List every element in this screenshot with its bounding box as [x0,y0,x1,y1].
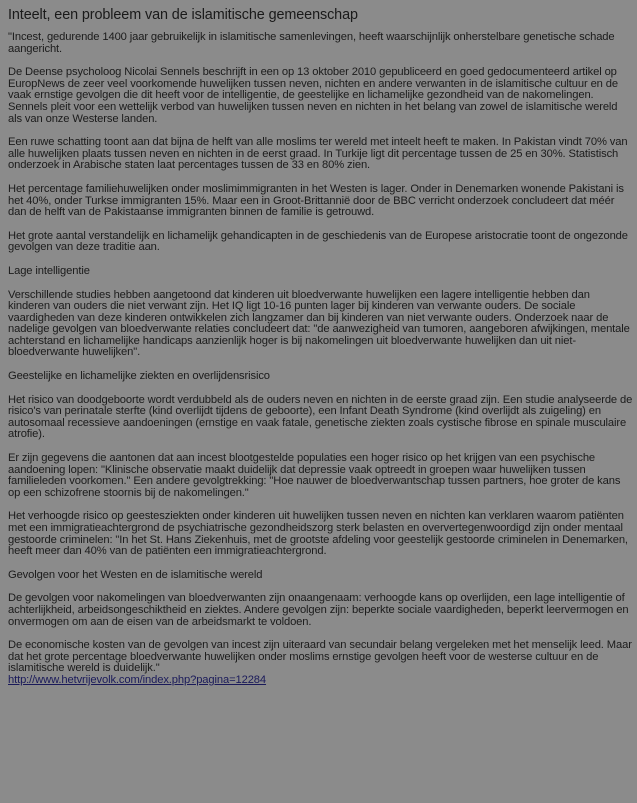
paragraph-stillbirth: Het risico van doodgeboorte wordt verdubbeld als de ouders neven en nichten in de eerste graad zijn. Een studie analyseerde de risico's van perinatale sterfte (kind overlijdt tijdens de geboorte), een Infant Death Syndrome (kind overlijdt als zuigeling) en autosomaal recessieve aandoeningen (ernstige en vaak fatale, genetische ziekten zoals cystische fibrose en spinale musculaire atrofie). [8,393,633,441]
paragraph-consequences: De gevolgen voor nakomelingen van bloedverwanten zijn onaangenaam: verhoogde kans op overlijden, een lage intelligentie of achterlijkheid, arbeidsongeschiktheid en ziektes. Andere gevolgen zijn: beperkte sociale vaardigheden, beperkt leervermogen en onvermogen om aan de eisen van de arbeidsmarkt te voldoen. [8,592,629,628]
source-link[interactable]: http://www.hetvrijevolk.com/index.php?pagina=12284 [8,673,267,686]
paragraph-immigrants: Het percentage familiehuwelijken onder moslimimmigranten in het Westen is lager. Onder in Denemarken wonende Pakistani is het 40%, onder Turkse immigranten 15%. Maar een in Groot-Brittannië door de BBC verricht onderzoek concludeert dat méér dan de helft van de Pakistaanse immigranten binnen de familie is getrouwd. [8,182,624,219]
article-title: Inteelt, een probleem van de islamitische gemeenschap [8,7,358,23]
paragraph-estimate: Een ruwe schatting toont aan dat bijna de helft van alle moslims ter wereld met inteelt heeft te maken. In Pakistan vindt 70% van alle huwelijken plaats tussen neven en nichten in de eerst graad. In Turkije ligt dit percentage tussen de 25 en 30%. Statistisch onderzoek in Arabische staten laat percentages tussen de 33 en 80% zien. [8,136,628,172]
paragraph-aristocracy: Het grote aantal verstandelijk en lichamelijk gehandicapten in de geschiedenis van de Europese aristocratie toont de ongezonde gevolgen van deze traditie aan. [8,229,628,254]
paragraph-psychiatric-care: Het verhoogde risico op geestesziekten onder kinderen uit huwelijken tussen neven en nichten kan verklaren waarom patiënten met een immigratieachtergrond de psychiatrische gezondheidszorg sterk belasten en oververtegenwoordigd zijn onder mentaal gestoorde criminelen: "In het St. Hans Ziekenhuis, met de grootste afdeling voor geestelijk gestoorde criminelen in Denemarken, heeft meer dan 40% van de patiënten een immigratieachtergrond. [8,510,628,558]
section-heading-illness: Geestelijke en lichamelijke ziekten en overlijdensrisico [8,370,270,383]
paragraph-intelligence: Verschillende studies hebben aangetoond dat kinderen uit bloedverwante huwelijken een lagere intelligentie hebben dan kinderen van ouders die niet verwant zijn. Het IQ ligt 10-16 punten lager bij kinderen van verwante ouders. De sociale vaardigheden van deze kinderen ontwikkelen zich langzamer dan bij kinderen van niet verwante ouders. Onderzoek naar de nadelige gevolgen van bloedverwante relaties concludeert dat: "de aanwezigheid van tumoren, aangeboren afwijkingen, mentale achterstand en lichamelijke handicaps aanzienlijk hoger is bij nakomelingen uit bloedverwante huwelijken dan uit niet-bloedverwante huwelijken". [8,288,630,359]
paragraph-intro: "Incest, gedurende 1400 jaar gebruikelijk in islamitische samenlevingen, heeft waarschijnlijk onherstelbare genetische schade aangericht. [8,31,615,55]
section-heading-consequences: Gevolgen voor het Westen en de islamitische wereld [8,568,263,581]
paragraph-psychological: Er zijn gegevens die aantonen dat aan incest blootgestelde populaties een hoger risico op het krijgen van een psychische aandoening lopen: "Klinische observatie maakt duidelijk dat depressie vaak optreedt in groepen waar huwelijken tussen familieleden voorkomen." Een andere gevolgtrekking: "Hoe nauwer de bloedverwantschap tussen partners, hoe groter de kans op een schizofrene stoornis bij de nakomelingen." [8,452,621,499]
paragraph-economic: De economische kosten van de gevolgen van incest zijn uiteraard van secundair belang vergeleken met het menselijk leed. Maar dat het grote percentage bloedverwante huwelijken onder moslims ernstige gevolgen heeft voor de westerse cultuur en de islamitische wereld is duidelijk." [8,639,632,675]
section-heading-intelligence: Lage intelligentie [8,264,90,277]
paragraph-sennels: De Deense psycholoog Nicolai Sennels beschrijft in een op 13 oktober 2010 gepubliceerd en goed gedocumenteerd artikel op EuropNews de zeer veel voorkomende huwelijken tussen neven, nichten en andere verwanten in de islamitische cultuur en de vaak ernstige gevolgen die dit heeft voor de intelligentie, de geestelijke en lichamelijke gezondheid van de nakomelingen. Sennels pleit voor een wettelijk verbod van huwelijken tussen neven en nichten in het belang van zowel de islamitische wereld als van onze Westerse landen. [8,66,618,125]
